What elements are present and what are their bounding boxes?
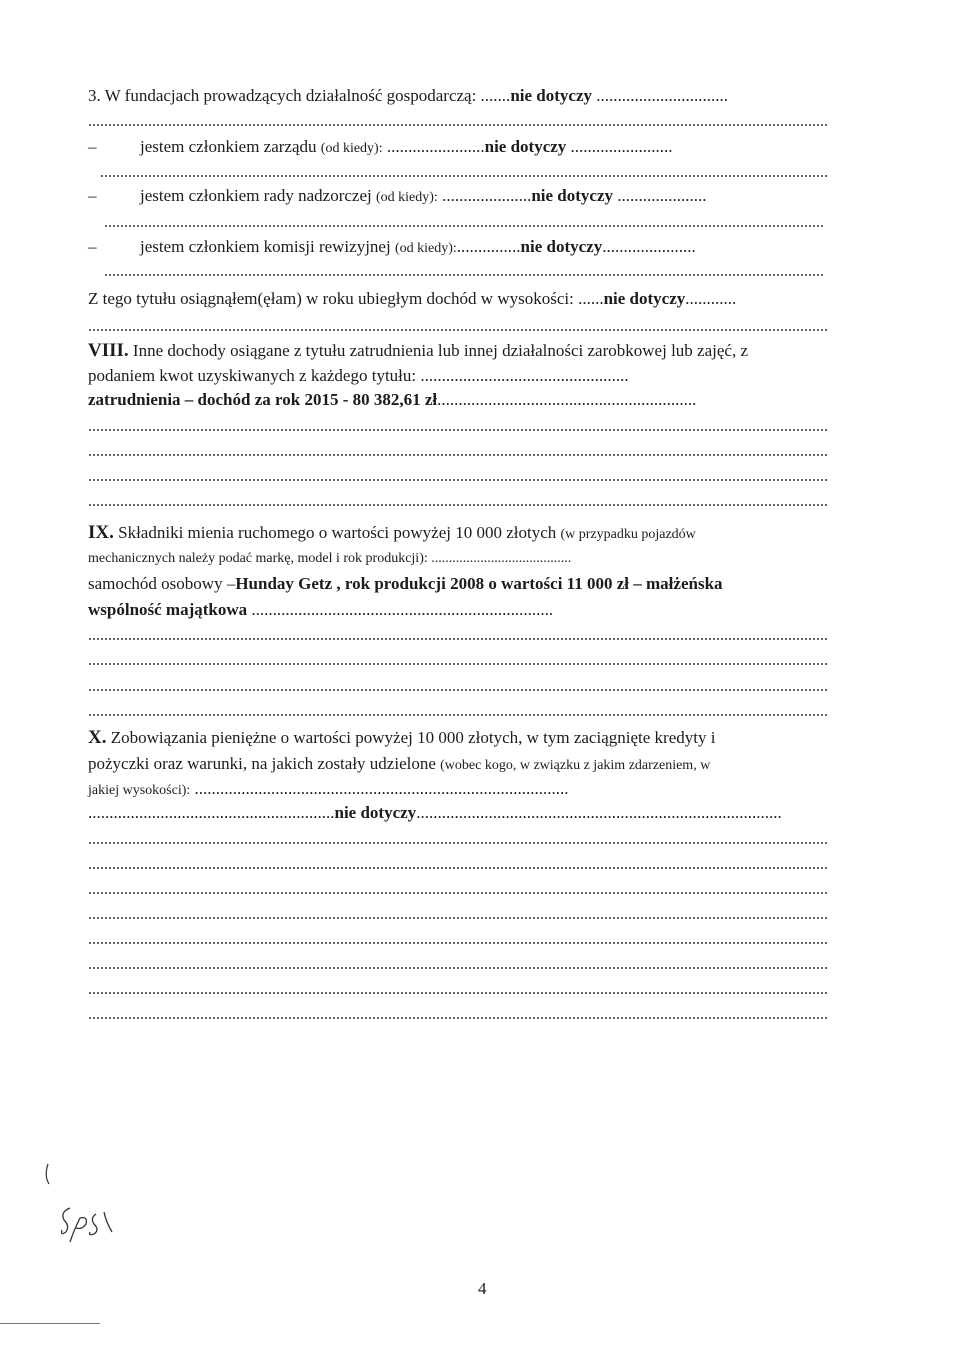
section-3-value: nie dotyczy xyxy=(510,86,592,105)
income-value: nie dotyczy xyxy=(603,289,686,308)
audit-committee-value: nie dotyczy xyxy=(520,237,603,256)
section-x-line-1 xyxy=(88,728,715,748)
section-ix-value-2-trail: ....................................................................... xyxy=(247,600,554,619)
section-ix-value-row-1 xyxy=(88,574,723,594)
section-viii-trail: ............................................................. xyxy=(437,390,697,409)
section-x-value: nie dotyczy xyxy=(334,803,417,822)
board-member-row xyxy=(140,137,673,159)
section-viii-text-1: Inne dochody osiągane z tytułu zatrudnienia lub innej działalności zarobkowej lub zajęć, z xyxy=(132,341,748,360)
dotted-line xyxy=(88,428,828,432)
section-3-heading-label: 3. W fundacjach prowadzących działalność gospodarczą: ....... xyxy=(88,86,511,105)
supervisory-board-hint: (od kiedy): xyxy=(376,190,438,205)
section-ix-value-bold: Hunday Getz , rok produkcji 2008 o wartości 11 000 zł – małżeńska xyxy=(235,574,723,593)
section-viii-line-2: podaniem kwot uzyskiwanych z każdego tytułu: ................................................. xyxy=(88,366,629,385)
page-number: 4 xyxy=(478,1279,487,1298)
dotted-line xyxy=(88,991,828,995)
footer-rule xyxy=(0,1323,100,1324)
section-ix-hint: (w przypadku pojazdów xyxy=(560,527,696,542)
section-ix-line-2: mechanicznych należy podać markę, model i rok produkcji): ........................................ xyxy=(88,551,572,566)
section-ix-numeral: IX. xyxy=(88,522,114,543)
audit-committee-label: jestem członkiem komisji rewizyjnej xyxy=(140,237,391,256)
supervisory-board-trail: ..................... xyxy=(613,186,707,205)
section-ix-value-prefix: samochód osobowy – xyxy=(88,574,236,593)
list-dash: – xyxy=(88,186,97,205)
section-ix-value-row-2 xyxy=(88,600,553,620)
section-x-numeral: X. xyxy=(88,727,107,748)
dotted-line xyxy=(104,273,824,277)
audit-committee-fill: ............... xyxy=(456,237,521,256)
section-viii-value: zatrudnienia – dochód za rok 2015 - 80 382,61 zł xyxy=(88,390,438,409)
section-ix-value-2: wspólność majątkowa xyxy=(88,600,248,619)
supervisory-board-row xyxy=(140,186,707,208)
dotted-line xyxy=(100,174,828,178)
audit-committee-trail: ...................... xyxy=(602,237,696,256)
dotted-line xyxy=(88,966,828,970)
dotted-line xyxy=(88,123,828,127)
section-viii-value-row xyxy=(88,390,696,410)
section-3-heading xyxy=(88,86,728,106)
list-dash: – xyxy=(88,137,97,156)
dotted-line xyxy=(88,478,828,482)
section-x-line-3 xyxy=(88,779,569,801)
dotted-line xyxy=(88,453,828,457)
dotted-line xyxy=(88,841,828,845)
section-viii-numeral: VIII. xyxy=(88,340,129,361)
income-row xyxy=(88,289,736,309)
board-member-value: nie dotyczy xyxy=(484,137,567,156)
dotted-line xyxy=(88,637,828,641)
dotted-line xyxy=(88,503,828,507)
handwritten-signature xyxy=(40,1160,140,1260)
dotted-line xyxy=(88,866,828,870)
board-member-trail: ........................ xyxy=(566,137,673,156)
audit-committee-hint: (od kiedy): xyxy=(394,241,457,256)
section-ix-text-1: Składniki mienia ruchomego o wartości powyżej 10 000 złotych xyxy=(118,523,557,542)
section-x-value-row xyxy=(88,803,782,823)
section-x-fill-after: ...................................................................................... xyxy=(416,803,782,822)
board-member-label: jestem członkiem zarządu xyxy=(140,137,317,156)
list-dash: – xyxy=(88,237,97,256)
income-label: Z tego tytułu osiągnąłem(ęłam) w roku ubiegłym dochód w wysokości: ...... xyxy=(88,289,604,308)
section-x-hint: (wobec kogo, w związku z jakim zdarzeniem, w xyxy=(440,758,711,773)
dotted-line xyxy=(88,662,828,666)
section-x-text-2: pożyczki oraz warunki, na jakich zostały udzielone xyxy=(88,754,436,773)
board-member-fill: ....................... xyxy=(382,137,485,156)
dotted-line xyxy=(104,224,824,228)
income-trail: ............ xyxy=(685,289,737,308)
section-x-line-2 xyxy=(88,754,710,776)
dotted-line xyxy=(88,688,828,692)
dotted-line xyxy=(88,941,828,945)
section-x-text-3-trail: ........................................................................................ xyxy=(190,779,569,798)
section-x-text-3: jakiej wysokości): xyxy=(88,783,191,798)
supervisory-board-label: jestem członkiem rady nadzorczej xyxy=(140,186,372,205)
section-ix-line-1 xyxy=(88,523,696,545)
supervisory-board-fill: ..................... xyxy=(437,186,532,205)
dotted-line xyxy=(88,713,828,717)
board-member-hint: (od kiedy): xyxy=(320,141,383,156)
dotted-line xyxy=(88,916,828,920)
audit-committee-row xyxy=(140,237,696,259)
section-x-text-1: Zobowiązania pieniężne o wartości powyżej 10 000 złotych, w tym zaciągnięte kredyty i xyxy=(110,728,716,747)
section-viii-line-1 xyxy=(88,341,748,361)
dotted-line xyxy=(88,328,828,332)
section-3-trail: ............................... xyxy=(592,86,728,105)
dotted-line xyxy=(88,891,828,895)
supervisory-board-value: nie dotyczy xyxy=(531,186,614,205)
section-x-fill-before: .......................................................... xyxy=(88,803,335,822)
dotted-line xyxy=(88,1016,828,1020)
